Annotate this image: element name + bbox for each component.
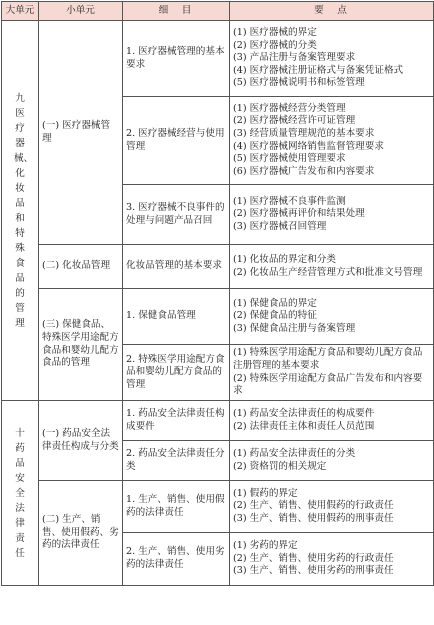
subunit-cell [39, 245, 123, 289]
points-cell [230, 401, 434, 441]
point-item: (3) 保健食品注册与备案管理 [233, 322, 356, 334]
header-item: 细 目 [123, 2, 230, 21]
subunit-name: (二) 化妆品管理 [42, 260, 111, 272]
point-item: (3) 生产、销售、使用假药的刑事责任 [233, 512, 394, 524]
item-cell [123, 401, 230, 441]
header-subunit: 小单元 [39, 2, 123, 21]
point-item: (1) 假药的界定 [233, 487, 298, 499]
point-item: (3) 医疗器械召回管理 [233, 220, 327, 232]
table-row [2, 245, 434, 289]
point-item: (2) 生产、销售、使用劣药的行政责任 [233, 552, 394, 564]
unit-name: 九医疗器械、化妆品和特殊食品的管理 [14, 92, 34, 329]
unit-cell [2, 21, 39, 401]
item-cell [123, 481, 230, 533]
point-item: (1) 医疗器械的界定 [233, 27, 317, 39]
points-cell [230, 245, 434, 289]
point-item: (2) 生产、销售、使用假药的行政责任 [233, 500, 394, 512]
item-cell [123, 245, 230, 289]
points-cell [230, 185, 434, 245]
subunit-name: (一) 药品安全法律责任构成与分类 [42, 427, 119, 452]
point-item: (2) 医疗器械的分类 [233, 39, 317, 51]
points-cell [230, 481, 434, 533]
subunit-name: (二) 生产、销售、使用假药、劣药的法律责任 [42, 514, 119, 551]
item-name: 2. 特殊医学用途配方食品和婴幼儿配方食品的管理 [126, 353, 225, 390]
points-cell [230, 21, 434, 97]
header-row [2, 2, 434, 21]
item-cell [123, 289, 230, 345]
syllabus-table-body [2, 2, 434, 586]
item-name: 1. 医疗器械管理的基本要求 [126, 45, 225, 70]
points-cell [230, 97, 434, 185]
point-item: (2) 特殊医学用途配方食品广告发布和内容要求 [233, 372, 423, 397]
item-cell [123, 441, 230, 481]
subunit-name: (三) 保健食品、特殊医学用途配方食品和婴幼儿配方食品的管理 [42, 319, 119, 369]
item-cell [123, 97, 230, 185]
subunit-name: (一) 医疗器械管理 [42, 119, 111, 144]
item-name: 3. 医疗器械不良事件的处理与问题产品召回 [126, 201, 225, 226]
point-item: (4) 医疗器械注册证格式与备案凭证格式 [233, 64, 404, 76]
point-item: (3) 生产、销售、使用劣药的刑事责任 [233, 565, 394, 577]
point-item: (4) 医疗器械网络销售监督管理要求 [233, 140, 384, 152]
subunit-cell [39, 401, 123, 481]
point-item: (1) 特殊医学用途配方食品和婴幼儿配方食品注册管理的基本要求 [233, 347, 423, 371]
subunit-cell [39, 481, 123, 586]
item-name: 1. 生产、销售、使用假药的法律责任 [126, 493, 225, 518]
point-item: (3) 经营质量管理规范的基本要求 [233, 127, 375, 139]
item-cell [123, 533, 230, 586]
item-name: 1. 保健食品管理 [126, 310, 196, 322]
point-item: (6) 医疗器械广告发布和内容要求 [233, 165, 375, 177]
header-unit: 大单元 [2, 2, 39, 21]
point-item: (2) 保健食品的特征 [233, 310, 317, 322]
point-item: (2) 法律责任主体和责任人员范围 [233, 420, 375, 432]
unit-name: 十药品安全法律责任 [15, 427, 25, 559]
point-item: (1) 医疗器械不良事件监测 [233, 195, 346, 207]
point-item: (2) 医疗器械经营许可证管理 [233, 115, 356, 127]
unit-cell [2, 401, 39, 586]
item-cell [123, 345, 230, 401]
points-cell [230, 533, 434, 586]
item-name: 1. 药品安全法律责任构成要件 [126, 407, 225, 432]
table-row [2, 401, 434, 441]
item-name: 2. 生产、销售、使用劣药的法律责任 [126, 546, 225, 570]
points-cell [230, 441, 434, 481]
points-cell [230, 289, 434, 345]
point-item: (1) 药品安全法律责任的分类 [233, 447, 356, 459]
item-name: 化妆品管理的基本要求 [126, 260, 222, 272]
point-item: (2) 化妆品生产经营管理方式和批准文号管理 [233, 266, 423, 278]
item-name: 2. 药品安全法律责任分类 [126, 447, 225, 472]
item-cell [123, 185, 230, 245]
point-item: (1) 化妆品的界定和分类 [233, 253, 336, 265]
item-name: 2. 医疗器械经营与使用管理 [126, 127, 225, 152]
table-row [2, 481, 434, 533]
table-row [2, 21, 434, 97]
point-item: (5) 医疗器械说明书和标签管理 [233, 77, 365, 89]
subunit-cell [39, 289, 123, 401]
points-cell [230, 345, 434, 401]
point-item: (5) 医疗器械使用管理要求 [233, 153, 346, 165]
subunit-cell [39, 21, 123, 245]
syllabus-table [1, 1, 434, 586]
point-item: (1) 劣药的界定 [233, 540, 298, 552]
table-row [2, 289, 434, 345]
point-item: (1) 医疗器械经营分类管理 [233, 102, 346, 114]
point-item: (2) 医疗器械再评价和结果处理 [233, 208, 365, 220]
point-item: (1) 保健食品的界定 [233, 297, 317, 309]
header-points: 要 点 [230, 2, 434, 21]
point-item: (3) 产品注册与备案管理要求 [233, 52, 356, 64]
point-item: (1) 药品安全法律责任的构成要件 [233, 407, 375, 419]
item-cell [123, 21, 230, 97]
point-item: (2) 资格罚的相关规定 [233, 460, 327, 472]
